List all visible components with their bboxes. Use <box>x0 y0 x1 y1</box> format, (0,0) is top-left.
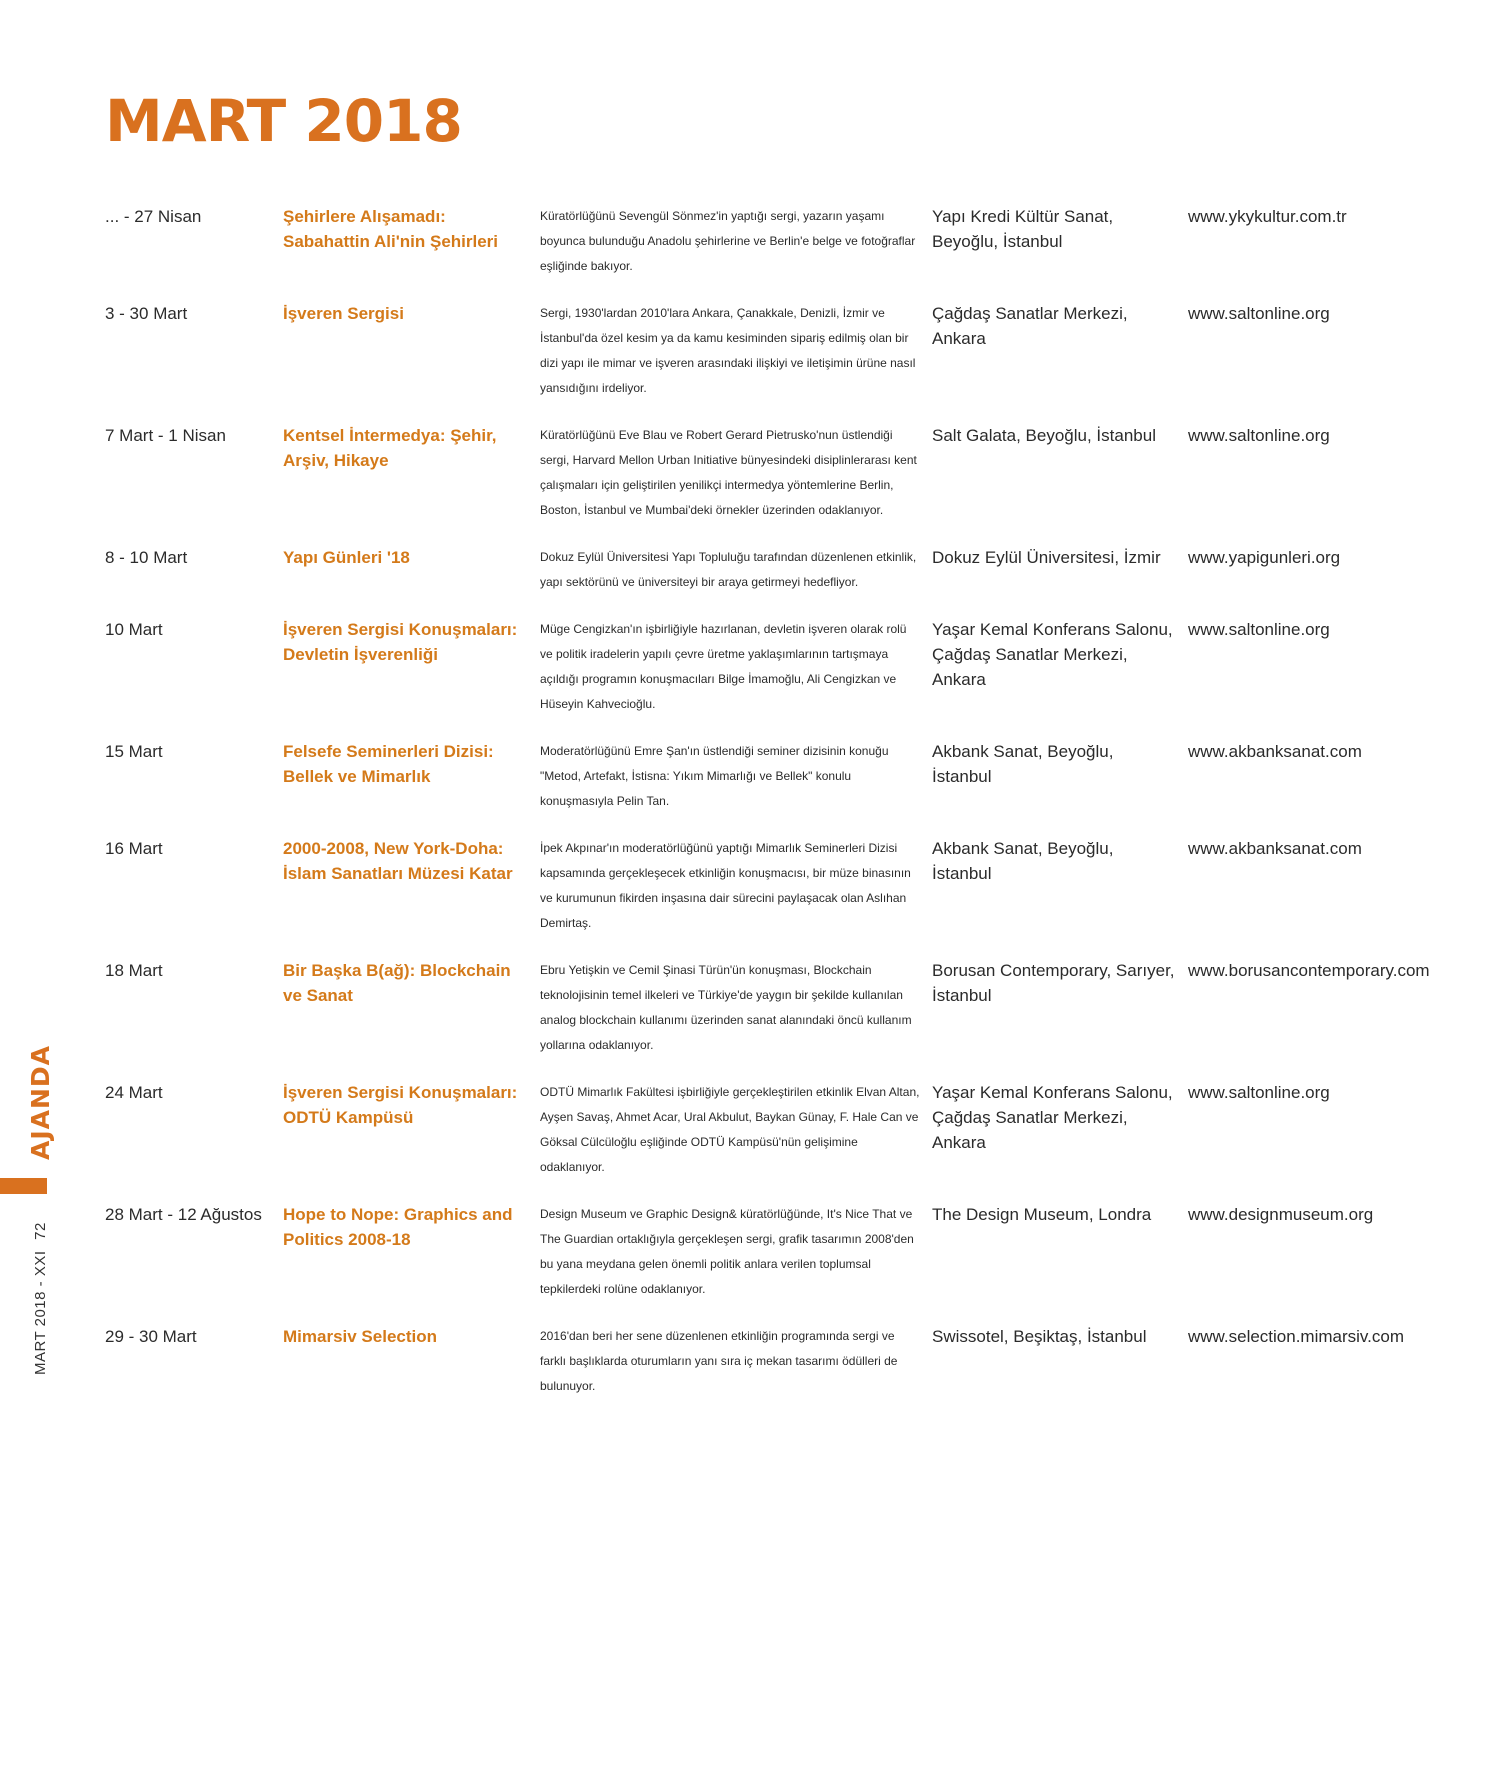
event-row <box>105 1324 1485 1399</box>
event-row <box>105 301 1485 401</box>
event-url[interactable]: www.akbanksanat.com <box>1188 839 1362 858</box>
section-accent-bar <box>0 1178 47 1194</box>
event-venue: Yaşar Kemal Konferans Salonu, Çağdaş Sanatlar Merkezi, Ankara <box>932 620 1173 689</box>
event-url[interactable]: www.yapigunleri.org <box>1188 548 1341 567</box>
event-title: İşveren Sergisi Konuşmaları: ODTÜ Kampüsü <box>283 1083 518 1127</box>
event-desc: Küratörlüğünü Eve Blau ve Robert Gerard Pietrusko'nun üstlendiği sergi, Harvard Mellon Urban Initiative bünyesindeki disiplinlerarası kent çalışmaları için geliştirilen yenilikçi intermedya yöntemlerine Berlin, Boston, İstanbul ve Mumbai'deki örnekler üzerinden odaklanıyor. <box>540 428 917 517</box>
event-row <box>105 1202 1485 1302</box>
event-desc: 2016'dan beri her sene düzenlenen etkinliğin programında sergi ve farklı başlıklarda oturumların yanı sıra iç mekan tasarımı ödülleri de bulunuyor. <box>540 1329 898 1393</box>
event-title: Felsefe Seminerleri Dizisi: Bellek ve Mimarlık <box>283 742 494 786</box>
event-desc: Sergi, 1930'lardan 2010'lara Ankara, Çanakkale, Denizli, İzmir ve İstanbul'da özel kesim ya da kamu kesiminden sipariş edilmiş olan bir dizi yapı ile mimar ve işveren arasındaki ilişkiyi ve iletişimin ürüne nasıl yansıdığını irdeliyor. <box>540 306 916 395</box>
footer-issue: MART 2018 - XXI <box>32 1250 49 1375</box>
event-desc: Ebru Yetişkin ve Cemil Şinasi Türün'ün konuşması, Blockchain teknolojisinin temel ilkeleri ve Türkiye'de yaygın bir şekilde kullanılan analog blockchain kullanımı üzerinden sanat alanındaki öncü kullanım yollarına odaklanıyor. <box>540 963 912 1052</box>
event-desc: Müge Cengizkan'ın işbirliğiyle hazırlanan, devletin işveren olarak rolü ve politik iradelerin yapılı çevre üretme yaklaşımlarının tartışmaya açıldığı programın konuşmacıları Bilge İmamoğlu, Ali Cengizkan ve Hüseyin Kahvecioğlu. <box>540 622 907 711</box>
event-url[interactable]: www.akbanksanat.com <box>1188 742 1362 761</box>
event-title: İşveren Sergisi Konuşmaları: Devletin İşverenliği <box>283 620 518 664</box>
event-title: Yapı Günleri '18 <box>283 548 410 567</box>
event-row <box>105 204 1485 279</box>
event-date: 28 Mart - 12 Ağustos <box>105 1205 262 1224</box>
event-venue: Borusan Contemporary, Sarıyer, İstanbul <box>932 961 1175 1005</box>
event-url[interactable]: www.selection.mimarsiv.com <box>1188 1327 1405 1346</box>
event-venue: Akbank Sanat, Beyoğlu, İstanbul <box>932 839 1114 883</box>
event-date: 18 Mart <box>105 961 163 980</box>
event-row <box>105 1080 1485 1180</box>
event-desc: İpek Akpınar'ın moderatörlüğünü yaptığı Mimarlık Seminerleri Dizisi kapsamında gerçekleşecek etkinliğin konuşmacısı, bir müze binasının ve kurumunun fikirden inşasına dair sürecini paylaşacak olan Aslıhan Demirtaş. <box>540 841 911 930</box>
event-venue: Salt Galata, Beyoğlu, İstanbul <box>932 426 1156 445</box>
event-url[interactable]: www.saltonline.org <box>1188 304 1330 323</box>
event-desc: Küratörlüğünü Sevengül Sönmez'in yaptığı sergi, yazarın yaşamı boyunca bulunduğu Anadolu şehirlerine ve Berlin'e belge ve fotoğraflar eşliğinde bakıyor. <box>540 209 916 273</box>
event-venue: Çağdaş Sanatlar Merkezi, Ankara <box>932 304 1128 348</box>
event-title: Bir Başka B(ağ): Blockchain ve Sanat <box>283 961 511 1005</box>
event-desc: Dokuz Eylül Üniversitesi Yapı Topluluğu tarafından düzenlenen etkinlik, yapı sektörünü ve üniversiteyi bir araya getirmeyi hedefliyor. <box>540 550 917 589</box>
event-date: 10 Mart <box>105 620 163 639</box>
event-title: Kentsel İntermedya: Şehir, Arşiv, Hikaye <box>283 426 497 470</box>
event-venue: Yapı Kredi Kültür Sanat, Beyoğlu, İstanbul <box>932 207 1114 251</box>
event-row <box>105 739 1485 814</box>
event-desc: Moderatörlüğünü Emre Şan'ın üstlendiği seminer dizisinin konuğu "Metod, Artefakt, İstisna: Yıkım Mimarlığı ve Bellek" konulu konuşmasıyla Pelin Tan. <box>540 744 889 808</box>
event-url[interactable]: www.borusancontemporary.com <box>1188 961 1430 980</box>
event-row <box>105 617 1485 717</box>
event-url[interactable]: www.saltonline.org <box>1188 426 1330 445</box>
event-date: 15 Mart <box>105 742 163 761</box>
event-venue: Akbank Sanat, Beyoğlu, İstanbul <box>932 742 1114 786</box>
event-date: 29 - 30 Mart <box>105 1327 197 1346</box>
page-footer <box>32 1222 49 1375</box>
event-row <box>105 545 1485 595</box>
event-row <box>105 423 1485 523</box>
event-title: Mimarsiv Selection <box>283 1327 438 1346</box>
event-row <box>105 958 1485 1058</box>
event-url[interactable]: www.saltonline.org <box>1188 620 1330 639</box>
event-title: Şehirlere Alışamadı: Sabahattin Ali'nin Şehirleri <box>283 207 499 251</box>
agenda-list <box>105 204 1485 1421</box>
event-date: 7 Mart - 1 Nisan <box>105 426 226 445</box>
event-date: 3 - 30 Mart <box>105 304 188 323</box>
event-venue: Yaşar Kemal Konferans Salonu, Çağdaş Sanatlar Merkezi, Ankara <box>932 1083 1173 1152</box>
event-date: 8 - 10 Mart <box>105 548 188 567</box>
event-url[interactable]: www.saltonline.org <box>1188 1083 1330 1102</box>
event-row <box>105 836 1485 936</box>
event-date: 24 Mart <box>105 1083 163 1102</box>
event-url[interactable]: www.designmuseum.org <box>1188 1205 1374 1224</box>
event-date: ... - 27 Nisan <box>105 207 202 226</box>
event-venue: The Design Museum, Londra <box>932 1205 1152 1224</box>
event-title: 2000-2008, New York-Doha: İslam Sanatları Müzesi Katar <box>283 839 513 883</box>
page-title: MART 2018 <box>105 87 462 155</box>
event-desc: Design Museum ve Graphic Design& küratörlüğünde, It's Nice That ve The Guardian ortaklığıyla gerçekleşen sergi, grafik tasarımın 2008'den bu yana meydana gelen önemli politik anlara verilen toplumsal tepkilerdeki rolüne odaklanıyor. <box>540 1207 914 1296</box>
event-url[interactable]: www.ykykultur.com.tr <box>1188 207 1347 226</box>
page-number: 72 <box>32 1222 49 1240</box>
event-venue: Swissotel, Beşiktaş, İstanbul <box>932 1327 1147 1346</box>
event-venue: Dokuz Eylül Üniversitesi, İzmir <box>932 548 1161 567</box>
event-date: 16 Mart <box>105 839 163 858</box>
event-title: İşveren Sergisi <box>283 304 404 323</box>
event-title: Hope to Nope: Graphics and Politics 2008-18 <box>283 1205 513 1249</box>
event-desc: ODTÜ Mimarlık Fakültesi işbirliğiyle gerçekleştirilen etkinlik Elvan Altan, Ayşen Savaş, Ahmet Acar, Ural Akbulut, Baykan Günay, F. Hale Can ve Göksal Cülcüloğlu eşliğinde ODTÜ Kampüsü'nün gelişimine odaklanıyor. <box>540 1085 920 1174</box>
section-label: AJANDA <box>26 1044 55 1160</box>
